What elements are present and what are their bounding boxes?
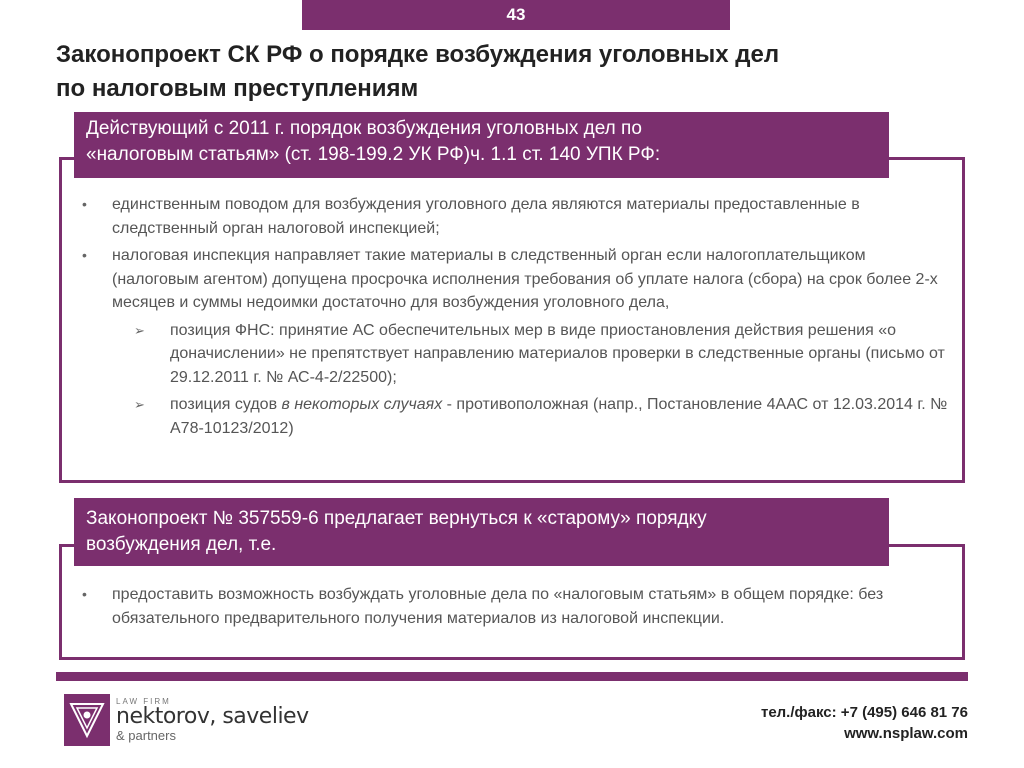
- courts-suffix: - противоположная (напр., Постановление 4ААС от 12.03.2014 г. № А78-10123/2012): [170, 396, 948, 437]
- bullet-icon: •: [82, 586, 87, 602]
- slide-title-line-1: Законопроект СК РФ о порядке возбуждения уголовных дел: [56, 41, 780, 68]
- list-item-text: единственным поводом для возбуждения уголовного дела являются материалы предоставленные в следственный орган налоговой инспекцией;: [112, 196, 860, 237]
- section-1-heading: [74, 112, 889, 178]
- section-2-heading-line-1: Законопроект № 357559-6 предлагает вернуться к «старому» порядку: [86, 508, 707, 529]
- section-2-heading-line-2: возбуждения дел, т.е.: [86, 534, 277, 555]
- slide-title: [56, 38, 986, 106]
- section-2-heading: [74, 498, 889, 566]
- list-item: [82, 193, 952, 240]
- section-2-list: [82, 583, 952, 634]
- list-item-text: налоговая инспекция направляет такие материалы в следственный орган если налогоплательщиком (налоговым агентом) допущена просрочка исполнения требования об уплате налога (сбора) на срок более 2-х месяцев и суммы недоимки достаточно для возбуждения уголовного дела,: [112, 247, 938, 311]
- bullet-icon: •: [82, 247, 87, 263]
- phone-fax: тел./факс: +7 (495) 646 81 76: [760, 704, 968, 721]
- slide-number: 43: [302, 0, 730, 30]
- contacts-block: [761, 702, 968, 744]
- logo-small-text: LAW FIRM: [116, 697, 171, 706]
- section-1-heading-line-1: Действующий с 2011 г. порядок возбуждения уголовных дел по: [86, 118, 642, 139]
- logo-sub-text: & partners: [116, 728, 176, 743]
- section-1-list: [82, 193, 952, 444]
- footer-divider: [56, 672, 968, 681]
- website-link[interactable]: www.nsplaw.com: [844, 725, 968, 742]
- list-item: [82, 244, 952, 315]
- bullet-icon: •: [82, 196, 87, 212]
- courts-italic: в некоторых случаях: [281, 396, 443, 413]
- list-item-text: предоставить возможность возбуждать уголовные дела по «налоговым статьям» в общем порядке: без обязательного предварительного получения материалов из налоговой инспекции.: [112, 586, 884, 627]
- section-1-heading-line-2: «налоговым статьям» (ст. 198-199.2 УК РФ)ч. 1.1 ст. 140 УПК РФ:: [86, 144, 661, 165]
- arrow-bullet-icon: ➢: [134, 397, 145, 412]
- arrow-bullet-icon: ➢: [134, 322, 145, 338]
- sub-list-item-courts: [134, 393, 952, 440]
- courts-prefix: позиция судов: [170, 396, 282, 413]
- sub-list-item-text: [170, 393, 952, 440]
- sub-list-item-fns: [134, 319, 952, 390]
- sub-list-item-text: позиция ФНС: принятие АС обеспечительных мер в виде приостановления действия решения «о доначислении» не препятствует направлению материалов проверки в следственные органы (письмо от 29.12.2011 г. № АС-4-2/22500);: [170, 321, 945, 386]
- slide-title-line-2: по налоговым преступлениям: [56, 75, 419, 102]
- logo-main-text: nektorov, saveliev: [116, 704, 309, 729]
- shield-logo-icon: [64, 694, 110, 746]
- list-item: [82, 583, 952, 630]
- company-logo: [64, 694, 324, 750]
